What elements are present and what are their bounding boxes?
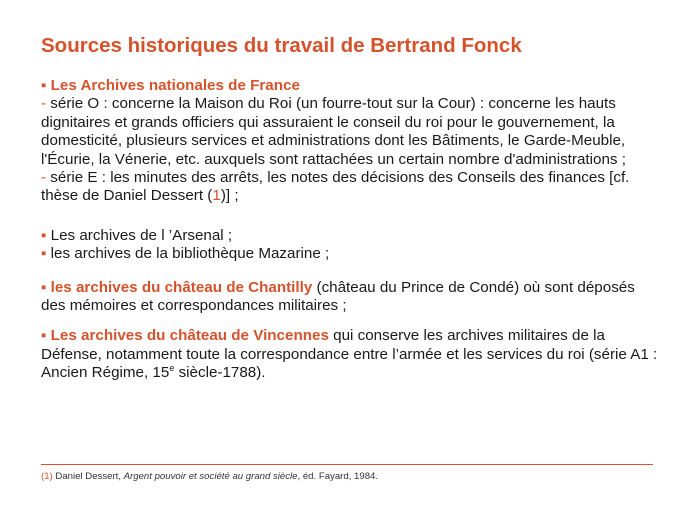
heading-vincennes: Les archives du château de Vincennes [50, 327, 329, 345]
vincennes-text: qui conserve les archives militaires de la Défense, notamment toute la correspondance entre l’armée et les services du roi (série A1 : Ancien Régime, 15 [41, 327, 658, 382]
arsenal-item [41, 227, 661, 245]
serie-e-text: série E : les minutes des arrêts, les notes des décisions des Conseils des finances [cf. thèse de Daniel Dessert ( [41, 169, 630, 205]
footnote-divider [41, 464, 653, 465]
spacer [41, 206, 661, 227]
footnote [41, 471, 661, 482]
chantilly-text: (château du Prince de Condé) où sont déposés des mémoires et correspondances militaires ; [41, 278, 635, 315]
serie-o-paragraph [41, 95, 661, 169]
footnote-reference: 1 [212, 187, 221, 205]
section-archives-nationales-heading [41, 77, 661, 95]
vincennes-item [41, 327, 661, 382]
chantilly-item [41, 279, 661, 316]
bullet-marker: ▪ [41, 77, 47, 94]
dash-marker: - [41, 95, 47, 113]
vincennes-text-end: siècle-1788). [174, 364, 266, 382]
footnote-publisher: , éd. Fayard, 1984. [297, 471, 379, 482]
bullet-marker: ▪ [41, 327, 47, 345]
serie-o-text: série O : concerne la Maison du Roi (un fourre-tout sur la Cour) : concerne les hauts dignitaires et grands officiers qui assuraient le conseil du roi pour le gouvernement, la domesticité, plusieurs services et administrations dont les Bâtiments, le Garde-Meuble, l'Écurie, la Vénerie, etc. auxquels sont rattachées un certain nombre d'administrations ; [41, 95, 626, 168]
mazarine-text: les archives de la bibliothèque Mazarine ; [50, 245, 330, 263]
footnote-number: (1) [41, 471, 53, 482]
serie-e-paragraph [41, 169, 661, 206]
slide-body [41, 77, 661, 383]
slide-title: Sources historiques du travail de Bertrand Fonck [41, 34, 522, 57]
footnote-author: Daniel Dessert, [52, 471, 124, 482]
spacer [41, 264, 661, 279]
mazarine-item [41, 245, 661, 263]
footnote-work-title: Argent pouvoir et société au grand siècle [123, 471, 298, 482]
dash-marker: - [41, 169, 47, 187]
arsenal-text: Les archives de l ’Arsenal ; [50, 226, 233, 244]
spacer [41, 315, 661, 327]
heading-chantilly: les archives du château de Chantilly [50, 278, 313, 296]
heading-archives-nationales: Les Archives nationales de France [50, 77, 300, 94]
bullet-marker: ▪ [41, 245, 47, 263]
serie-e-text-end: )] ; [220, 187, 239, 205]
bullet-marker: ▪ [41, 278, 47, 296]
century-superscript: e [169, 363, 175, 374]
bullet-marker: ▪ [41, 226, 47, 244]
